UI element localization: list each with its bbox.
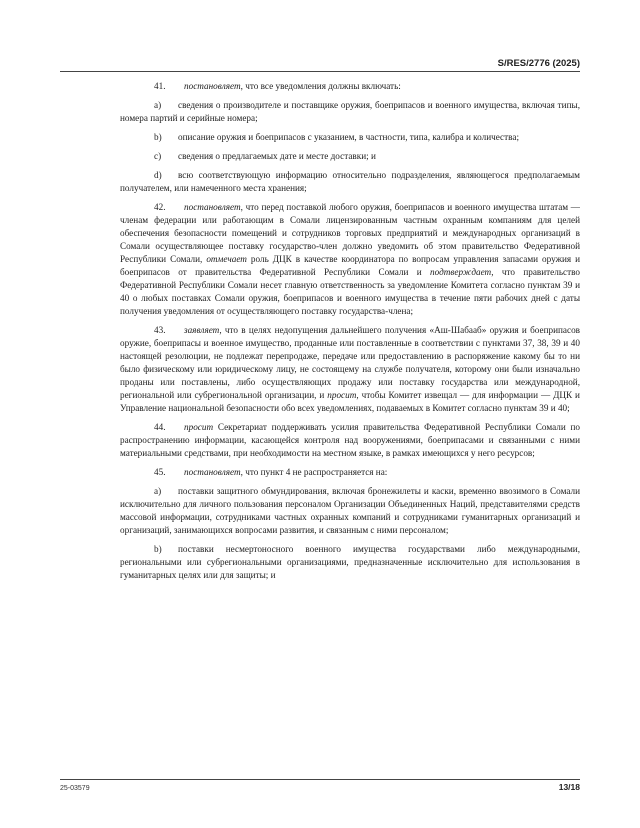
operative-verb: постановляет	[184, 467, 241, 477]
page-number: 13/18	[558, 782, 580, 792]
subparagraph-text: описание оружия и боеприпасов с указанием, в частности, типа, калибра и количества;	[178, 132, 519, 142]
operative-verb: просит	[327, 390, 357, 400]
subparagraph-letter: b)	[154, 544, 162, 554]
subparagraph-41c	[120, 150, 580, 163]
paragraph-45	[120, 466, 580, 479]
paragraph-text: , что в целях недопущения дальнейшего получения «Аш-Шабааб» оружия и боеприпасов оружие, боеприпасы и военное имущество, проданные или поставленные в соответствии с пунктами 37, 38, 39 и 40 настоящей резолюции, не подлежат перепродаже, передаче или предоставлению в распоряжение какому бы то ни было физическому или юридическому лицу, не состоящему на службе получателя, которому они были изначально проданы или поставлены, либо осуществляющих продажу или поставку государства или международной, региональной или субрегиональной организации, и	[120, 325, 580, 400]
subparagraph-letter: c)	[154, 151, 162, 161]
operative-verb: подтверждает	[430, 267, 492, 277]
paragraph-text: , что все уведомления должны включать:	[240, 81, 401, 91]
operative-verb: просит	[184, 422, 214, 432]
document-symbol: S/RES/2776 (2025)	[497, 58, 580, 69]
paragraph-text: , что правительство Федеративной Республики Сомали несет главную ответственность за уведомление Комитета согласно пунктам 39 и 40 о любых поставках Сомали оружия, боеприпасов и военного имущества в течение пяти рабочих дней с даты получения уведомления от осуществляющего поставку государства-члена;	[120, 267, 580, 316]
paragraph-text: Секретариат поддерживать усилия правительства Федеративной Республики Сомали по распространению информации, касающейся контроля над вооружениями, боеприпасами и связанными с ними материальными средствами, при необходимости на местном языке, в рамках имеющихся у него ресурсов;	[120, 422, 580, 458]
operative-verb: постановляет	[184, 202, 241, 212]
subparagraph-45b	[120, 543, 580, 582]
paragraph-number: 45.	[154, 467, 166, 477]
paragraph-43	[120, 324, 580, 415]
paragraph-number: 42.	[154, 202, 166, 212]
paragraph-41	[120, 80, 580, 93]
subparagraph-letter: d)	[154, 170, 162, 180]
paragraph-42	[120, 201, 580, 318]
document-code: 25-03579	[60, 785, 90, 792]
paragraph-text: роль ДЦК в качестве координатора по вопросам управления запасами оружия и боеприпасов от правительства Федеративной Республики Сомали и	[120, 254, 580, 277]
subparagraph-text: поставки несмертоносного военного имущества государствами либо международными, региональными или субрегиональными организациями, предназначенные исключительно для использования в гуманитарных целях или для защиты; и	[120, 544, 580, 580]
subparagraph-41b	[120, 131, 580, 144]
paragraph-number: 43.	[154, 325, 166, 335]
footer-rule	[60, 779, 580, 780]
operative-verb: постановляет	[184, 81, 241, 91]
header-rule	[60, 71, 580, 72]
subparagraph-letter: a)	[154, 486, 162, 496]
subparagraph-text: поставки защитного обмундирования, включая бронежилеты и каски, временно ввозимого в Сомали исключительно для личного пользования персоналом Организации Объединенных Наций, представителями средств массовой информации, сотрудниками частных охранных компаний и сотрудниками гуманитарных организаций и организаций, занимающихся вопросами развития, и связанным с ними персоналом;	[120, 486, 580, 535]
paragraph-44	[120, 421, 580, 460]
subparagraph-41a	[120, 99, 580, 125]
paragraph-text: , чтобы Комитет извещал — для информации — ДЦК и Управление национальной безопасности обо всех уведомлениях, подаваемых в Комитет согласно пунктам 39 и 40;	[120, 390, 580, 413]
paragraph-text: , что перед поставкой любого оружия, боеприпасов и военного имущества штатам — членам федерации или работающим в Сомали лицензированным частным охранным компаниям для целей обеспечения безопасности помещений и сотрудников торговых предприятий и международных организаций в Сомали осуществляющее поставку государство-член должно уведомить об этом правительство Федеративной Республики Сомали,	[120, 202, 580, 264]
paragraph-number: 41.	[154, 81, 166, 91]
operative-verb: заявляет	[184, 325, 220, 335]
subparagraph-letter: a)	[154, 100, 162, 110]
subparagraph-41d	[120, 169, 580, 195]
subparagraph-45a	[120, 485, 580, 537]
subparagraph-text: всю соответствующую информацию относительно подразделения, являющегося предполагаемым получателем, или намеченного места хранения;	[120, 170, 580, 193]
paragraph-number: 44.	[154, 422, 166, 432]
document-body	[120, 80, 580, 588]
subparagraph-text: сведения о производителе и поставщике оружия, боеприпасов и военного имущества, включая типы, номера партий и серийные номера;	[120, 100, 580, 123]
subparagraph-text: сведения о предлагаемых дате и месте доставки; и	[178, 151, 376, 161]
operative-verb: отмечает	[206, 254, 247, 264]
paragraph-text: , что пункт 4 не распространяется на:	[240, 467, 388, 477]
subparagraph-letter: b)	[154, 132, 162, 142]
